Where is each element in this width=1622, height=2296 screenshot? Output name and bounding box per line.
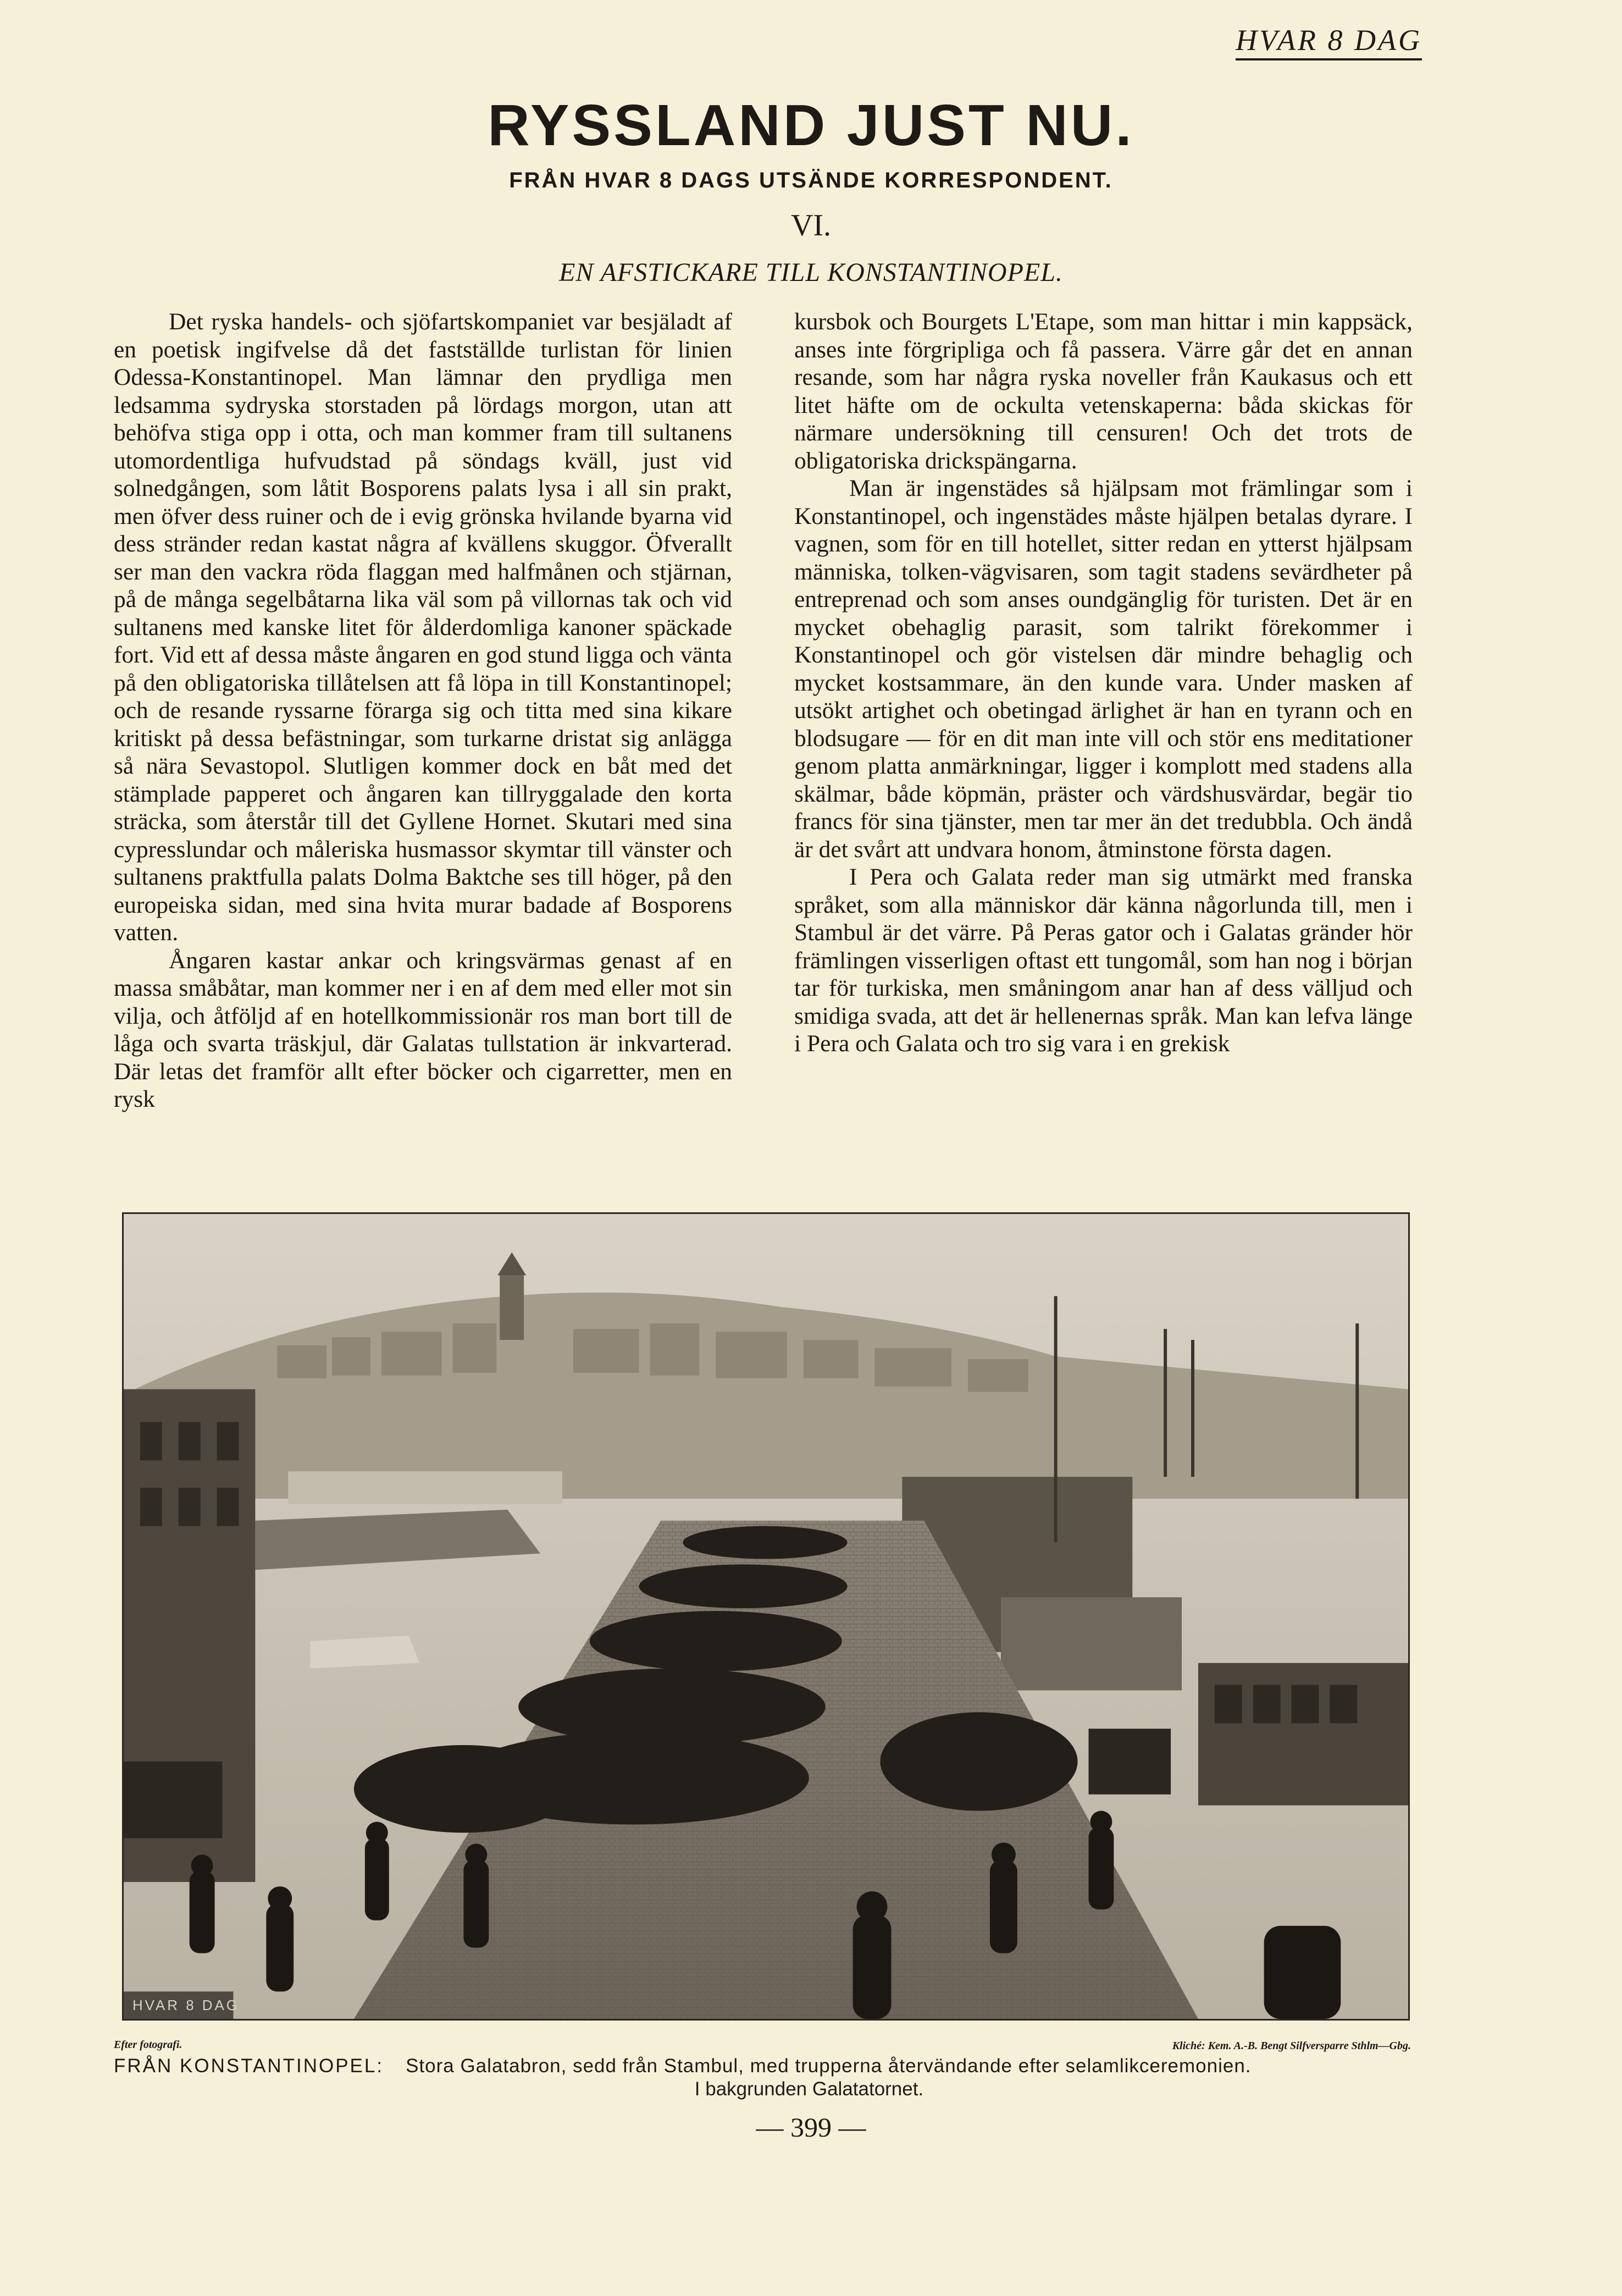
article-title: RYSSLAND JUST NU. bbox=[488, 93, 1134, 158]
paragraph: Det ryska handels- och sjöfartskompaniet var besjäladt af en poetisk ingifvelse då det fastställde turlistan för linien Odessa-Konstantinopel. Man lämnar den prydliga men ledsamma sydryska storstaden på lördags morgon, utan att behöfva stiga opp i otta, och man kommer fram till sultanens utomordentliga hufvudstad på söndags kväll, just vid solnedgången, som låtit Bosporens palats lysa i all sin prakt, men öfver dess ruiner och de i evig grönska hvilande byarna vid dess stränder redan kastat några af kvällens skuggor. Öfverallt ser man den vackra röda flaggan med halfmånen och stjärnan, på de många segelbåtarna lika väl som på villornas tak och vid sultanens med kanske litet för ålderdomliga kanoner späckade fort. Vid ett af dessa måste ångaren en god stund ligga och vänta på den obligatoriska tillåtelsen att få löpa in till Konstantinopel; och de resande ryssarne förarga sig och titta med sina kikare kritiskt på dessa befästningar, som turkarne dristat sig anlägga så nära Sevastopol. Slutligen kommer dock en båt med det stämplade papperet och ångaren kan tillryggalade den korta sträcka, som återstår till det Gyllene Hornet. Skutari med sina cypresslundar och måleriska husmassor skymtar till vänster och sultanens praktfulla palats Dolma Baktche ses till höger, på den europeiska sidan, med sina hvita murar badade af Bosporens vatten. bbox=[114, 308, 732, 946]
photo-caption bbox=[114, 2055, 1411, 2101]
photo-credit-source: Efter fotografi. bbox=[114, 2039, 182, 2051]
photo-credits bbox=[114, 2034, 1411, 2056]
part-number: VI. bbox=[790, 208, 832, 242]
bridge-scene-image bbox=[124, 1214, 1408, 2019]
paragraph: Ångaren kastar ankar och kringsvärmas genast af en massa småbåtar, man kommer ner i en af dem med eller mot sin vilja, och åtföljd af en hotellkommissionär ros man bort till de låga och svarta träskjul, där Galatas tullstation är inkvarterad. Där letas det framför allt efter böcker och cigarretter, men en rysk bbox=[114, 947, 732, 1112]
masthead: HVAR 8 DAG bbox=[1236, 23, 1422, 60]
section-heading: EN AFSTICKARE TILL KONSTANTINOPEL. bbox=[559, 258, 1063, 287]
paragraph: I Pera och Galata reder man sig utmärkt med franska språket, som alla människor där känna någorlunda till, men i Stambul är det värre. På Peras gator och i Galatas gränder hör främlingen visserligen oftast ett tungomål, som han nog i början tar för turkiska, men småningom anar han af dess välljud och smidiga svada, att det är hellenernas språk. Man kan lefva länge i Pera och Galata och tro sig vara i en grekisk bbox=[794, 864, 1413, 1057]
paragraph: Man är ingenstädes så hjälpsam mot främlingar som i Konstantinopel, och ingenstädes måste hjälpen betalas dyrare. I vagnen, som för en till hotellet, sitter redan en ytterst hjälpsam människa, tolken-vägvisaren, som tagit stadens sevärdheter på entreprenad och som anses oundgänglig för turisten. Det är en mycket obehaglig parasit, som talrikt förekommer i Konstantinopel och gör vistelsen där mindre behaglig och mycket kostsammare, än den kunde vara. Under masken af utsökt artighet och obetingad ärlighet är han en tyrann och en blodsugare — för en dit man inte vill och stör ens meditationer genom platta anmärkningar, ligger i komplott med stadens alla skälmar, både köpmän, präster och värdshusvärdar, begär tio francs för sina tjänster, men tar mer än det tredubbla. Och ändå är det svårt att undvara honom, åtminstone första dagen. bbox=[794, 475, 1413, 863]
paragraph: kursbok och Bourgets L'Etape, som man hittar i min kappsäck, anses inte förgripliga och få passera. Värre går det en annan resande, som har några ryska noveller från Kaukasus och ett litet häfte om de ockulta vetenskaperna: båda skickas för närmare undersökning till censuren! Och det trots de obligatoriska drickspängarna. bbox=[794, 308, 1413, 474]
photo-credit-cliche: Kliché: Kem. A.-B. Bengt Silfversparre Sthlm—Gbg. bbox=[1172, 2040, 1411, 2052]
caption-line-2: I bakgrunden Galatatornet. bbox=[694, 2078, 924, 2100]
tram-car bbox=[1198, 1663, 1408, 1806]
article-subtitle: FRÅN HVAR 8 DAGS UTSÄNDE KORRESPONDENT. bbox=[509, 168, 1113, 192]
page-number: — 399 — bbox=[756, 2112, 866, 2143]
caption-text: Stora Galatabron, sedd från Stambul, med trupperna återvändande efter selamlikceremonien. bbox=[406, 2055, 1252, 2077]
text-column-right bbox=[794, 308, 1413, 1058]
caption-label: FRÅN KONSTANTINOPEL: bbox=[114, 2055, 384, 2077]
photograph-galata-bridge bbox=[122, 1212, 1410, 2021]
photo-watermark: HVAR 8 DAG bbox=[132, 1998, 240, 2014]
text-column-left bbox=[114, 308, 732, 1113]
